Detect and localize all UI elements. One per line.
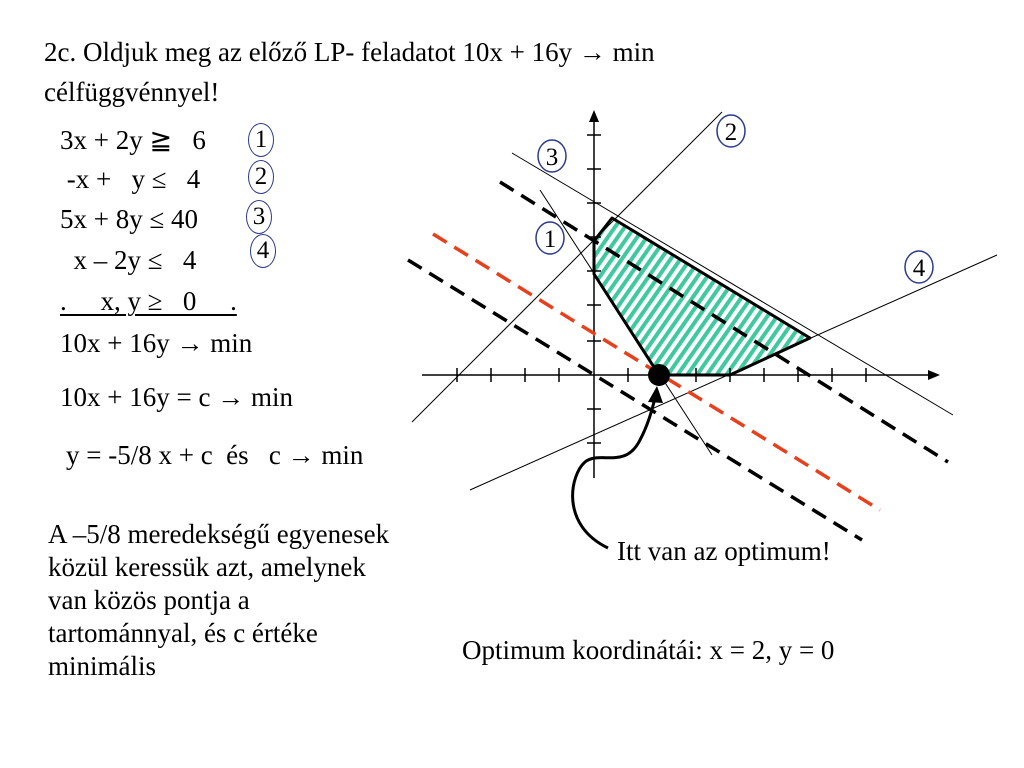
svg-text:3: 3 xyxy=(545,144,559,171)
x-axis-arrow xyxy=(928,370,940,380)
constraint-2: -x + y ≤ 4 xyxy=(60,164,201,194)
explanation-line-2: közül keressük azt, amelynek xyxy=(48,552,366,582)
constraint-4: x – 2y ≤ 4 xyxy=(60,245,197,275)
svg-text:1: 1 xyxy=(543,226,557,253)
constraint-3-label: 3 xyxy=(246,200,272,234)
line-label-1 xyxy=(536,222,564,254)
y-axis-arrow xyxy=(589,110,599,122)
title-line-1: 2c. Oldjuk meg az előző LP- feladatot 10x + 16y → min xyxy=(44,37,655,67)
svg-text:4: 4 xyxy=(912,255,926,282)
constraint-2-label: 2 xyxy=(248,160,274,194)
explanation-line-4: tartománnyal, és c értéke xyxy=(48,618,318,648)
constraint-4-label: 4 xyxy=(250,234,276,268)
optimum-point xyxy=(648,364,670,386)
line-label-3 xyxy=(538,140,566,172)
optimum-arrow-head xyxy=(648,386,663,403)
explanation-line-5: minimális xyxy=(48,651,156,681)
constraint-1: 3x + 2y ≧ 6 xyxy=(60,125,206,155)
optimum-coordinates: Optimum koordinátái: x = 2, y = 0 xyxy=(462,635,835,665)
optimum-arrow xyxy=(573,398,655,548)
constraint-1-label: 1 xyxy=(248,123,274,157)
level-line-upper xyxy=(500,182,948,462)
line-label-4 xyxy=(905,251,933,283)
objective-line-form: y = -5/8 x + c és c → min xyxy=(66,440,364,470)
objective-equation: 10x + 16y = c → min xyxy=(60,382,293,412)
nonnegativity-constraint: . x, y ≥ 0 . xyxy=(60,286,237,316)
objective-function: 10x + 16y → min xyxy=(60,328,253,358)
explanation-line-3: van közös pontja a xyxy=(48,585,250,615)
svg-text:2: 2 xyxy=(724,119,738,146)
title-line-2: célfüggvénnyel! xyxy=(44,77,220,107)
explanation-line-1: A –5/8 meredekségű egyenesek xyxy=(48,519,390,549)
optimum-label: Itt van az optimum! xyxy=(617,536,831,566)
line-label-2 xyxy=(717,115,745,147)
constraint-3: 5x + 8y ≤ 40 xyxy=(60,204,199,234)
